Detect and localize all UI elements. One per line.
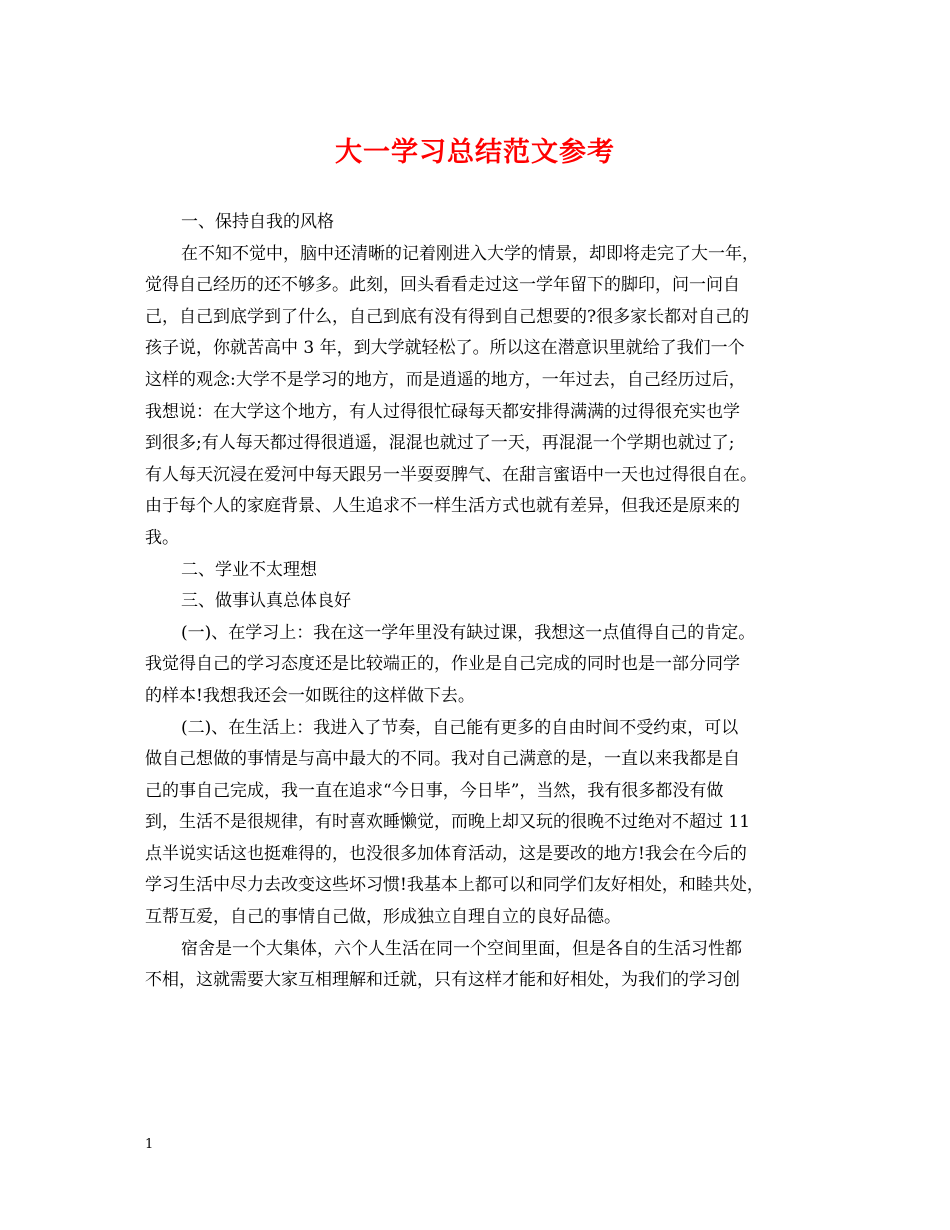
body-line: 在不知不觉中，脑中还清晰的记着刚进入大学的情景，却即将走完了大一年， bbox=[181, 243, 759, 264]
body-line: 有人每天沉浸在爱河中每天跟另一半耍耍脾气、在甜言蜜语中一天也过得很自在。 bbox=[145, 464, 757, 485]
body-line: 互帮互爱，自己的事情自己做，形成独立自理自立的良好品德。 bbox=[145, 907, 621, 928]
body-line: 三、做事认真总体良好 bbox=[181, 591, 351, 612]
body-line: (一)、在学习上：我在这一学年里没有缺过课，我想这一点值得自己的肯定。 bbox=[181, 622, 756, 643]
body-line: 一、保持自我的风格 bbox=[181, 212, 334, 232]
body-line: 觉得自己经历的还不够多。此刻，回头看看走过这一学年留下的脚印，问一问自 bbox=[145, 275, 740, 296]
body-line: 我觉得自己的学习态度还是比较端正的，作业是自己完成的同时也是一部分同学 bbox=[145, 654, 740, 675]
body-line: 由于每个人的家庭背景、人生追求不一样生活方式也就有差异，但我还是原来的 bbox=[145, 496, 740, 517]
document-body bbox=[145, 207, 807, 997]
body-line: 学习生活中尽力去改变这些坏习惯!我基本上都可以和同学们友好相处，和睦共处， bbox=[145, 875, 764, 896]
body-line: 宿舍是一个大集体，六个人生活在同一个空间里面，但是各自的生活习性都 bbox=[181, 938, 742, 959]
body-line: 二、学业不太理想 bbox=[181, 559, 317, 580]
body-line: 到，生活不是很规律，有时喜欢睡懒觉，而晚上却又玩的很晚不过绝对不超过 11 bbox=[145, 812, 751, 833]
document-title: 大一学习总结范文参考 bbox=[335, 137, 615, 168]
body-line: 己的事自己完成，我一直在追求“今日事，今日毕”，当然，我有很多都没有做 bbox=[145, 780, 724, 801]
body-line: 孩子说，你就苦高中 3 年，到大学就轻松了。所以这在潜意识里就给了我们一个 bbox=[145, 338, 745, 359]
body-line: 点半说实话这也挺难得的，也没很多加体育活动，这是要改的地方!我会在今后的 bbox=[145, 843, 747, 864]
body-line: 我。 bbox=[145, 527, 179, 548]
body-line: 到很多;有人每天都过得很逍遥，混混也就过了一天，再混混一个学期也就过了; bbox=[145, 433, 735, 454]
body-line: 的样本!我想我还会一如既往的这样做下去。 bbox=[145, 685, 475, 706]
body-line: 做自己想做的事情是与高中最大的不同。我对自己满意的是，一直以来我都是自 bbox=[145, 749, 740, 770]
body-line: (二)、在生活上：我进入了节奏，自己能有更多的自由时间不受约束，可以 bbox=[181, 717, 739, 738]
body-line: 这样的观念:大学不是学习的地方，而是逍遥的地方，一年过去，自己经历过后， bbox=[145, 369, 746, 390]
body-line: 我想说：在大学这个地方，有人过得很忙碌每天都安排得满满的过得很充实也学 bbox=[145, 401, 740, 422]
page-number: 1 bbox=[145, 1137, 154, 1152]
body-line: 己，自己到底学到了什么，自己到底有没有得到自己想要的?很多家长都对自己的 bbox=[145, 306, 750, 327]
body-line: 不相，这就需要大家互相理解和迁就，只有这样才能和好相处，为我们的学习创 bbox=[145, 970, 740, 991]
